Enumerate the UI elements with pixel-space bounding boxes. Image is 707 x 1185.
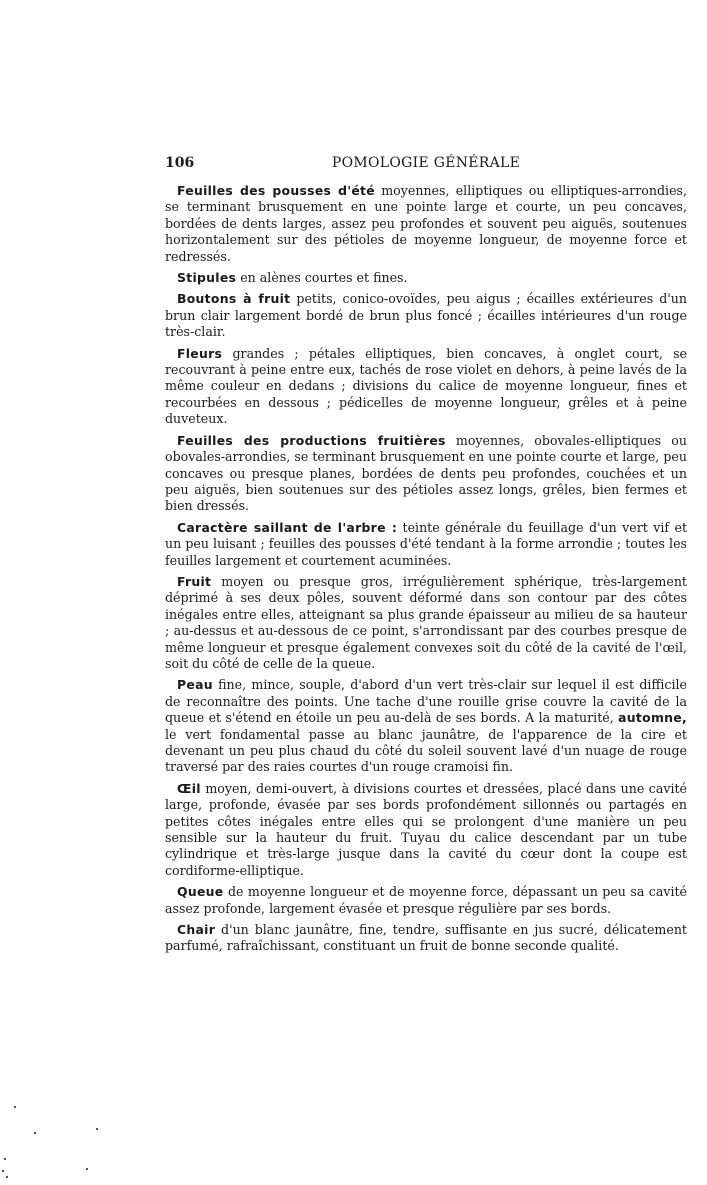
book-page bbox=[165, 155, 687, 960]
paragraph-skin: Peau fine, mince, souple, d'abord d'un vert très-clair sur lequel il est difficile de reconnaître des points. Une tache d'une rouille grise couvre la cavité de la queue et s'étend en étoile un peu au-delà de ses bords. A la maturité, automne, le vert fondamental passe au blanc jaunâtre, de l'apparence de la cire et devenant un peu plus chaud du côté du soleil souvent lavé d'un nuage de rouge traversé par des raies courtes d'un rouge cramoisi fin. bbox=[165, 677, 687, 775]
paragraph-flowers: Fleurs grandes ; pétales elliptiques, bien concaves, à onglet court, se recouvrant à peine entre eux, tachés de rose violet en dehors, à peine lavés de la même couleur en dedans ; divisions du calice de moyenne longueur, fines et recourbées en dessous ; pédicelles de moyenne longueur, grêles et à peine duveteux. bbox=[165, 345, 687, 427]
term: Stipules bbox=[177, 270, 237, 286]
term: Caractère saillant de l'arbre : bbox=[177, 519, 398, 535]
term: Fleurs bbox=[177, 345, 223, 361]
paragraph-fruit-buds: Boutons à fruit petits, conico-ovoïdes, peu aigus ; écailles extérieures d'un brun clair largement bordé de brun plus foncé ; écailles intérieures d'un rouge très-clair. bbox=[165, 291, 687, 340]
term: Chair bbox=[177, 922, 216, 938]
paragraph-tree-character: Caractère saillant de l'arbre : teinte générale du feuillage d'un vert vif et un peu luisant ; feuilles des pousses d'été tendant à la forme arrondie ; toutes les feuilles largement et courtement acuminées. bbox=[165, 519, 688, 568]
paragraph-fruit: Fruit moyen ou presque gros, irrégulièrement sphérique, très-largement déprimé à ses deux pôles, souvent déformé dans son contour par des côtes inégales entre elles, atteignant sa plus grande épaisseur au milieu de sa hauteur ; au-dessus et au-dessous de ce point, s'arrondissant par des courbes presque de même longueur et presque également convexes soit du côté de la cavité de l'œil, soit du côté de celle de la queue. bbox=[165, 573, 687, 671]
term: Œil bbox=[177, 780, 201, 796]
paragraph-stipules: Stipules en alènes courtes et fines. bbox=[177, 270, 408, 286]
term: Peau bbox=[177, 677, 213, 693]
term: Fruit bbox=[177, 573, 212, 589]
paragraph-flesh: Chair d'un blanc jaunâtre, fine, tendre, suffisante en jus sucré, délicatement parfumé, rafraîchissant, constituant un fruit de bonne seconde qualité. bbox=[165, 922, 687, 954]
term: Boutons à fruit bbox=[177, 291, 291, 307]
running-title: POMOLOGIE GÉNÉRALE bbox=[331, 155, 521, 171]
term: Queue bbox=[177, 884, 224, 900]
paragraph-summer-leaves: Feuilles des pousses d'été moyennes, elliptiques ou elliptiques-arrondies, se terminant brusquement en une pointe large et courte, un peu concaves, bordées de dents larges, assez peu profondes et souvent peu aiguës, soutenues horizontalement sur des pétioles de moyenne longueur, de moyenne force et redressés. bbox=[165, 183, 687, 264]
paragraph-stalk: Queue de moyenne longueur et de moyenne force, dépassant un peu sa cavité assez profonde, largement évasée et presque régulière par ses bords. bbox=[165, 884, 687, 916]
term-ripening: automne, bbox=[618, 710, 687, 726]
paragraph-fruiting-leaves: Feuilles des productions fruitières moyennes, obovales-elliptiques ou obovales-arrondies, se terminant brusquement en une pointe courte et large, peu concaves ou presque planes, bordées de dents peu profondes, couchées et un peu aiguës, bien soutenues sur des pétioles assez longs, grêles, bien fermes et bien dressés. bbox=[165, 432, 687, 514]
paragraph-eye: Œil moyen, demi-ouvert, à divisions courtes et dressées, placé dans une cavité large, profonde, évasée par ses bords profondément sillonnés ou partagés en petites côtes inégales entre elles qui se prolongent d'une manière un peu sensible sur la hauteur du fruit. Tuyau du calice descendant par un tube cylindrique et très-large jusque dans la cavité du cœur dont la coupe est cordiforme-elliptique. bbox=[165, 780, 687, 878]
term: Feuilles des productions fruitières bbox=[177, 432, 446, 448]
term: Feuilles des pousses d'été bbox=[177, 183, 375, 198]
page-number: 106 bbox=[165, 155, 195, 171]
page-header bbox=[165, 155, 687, 177]
